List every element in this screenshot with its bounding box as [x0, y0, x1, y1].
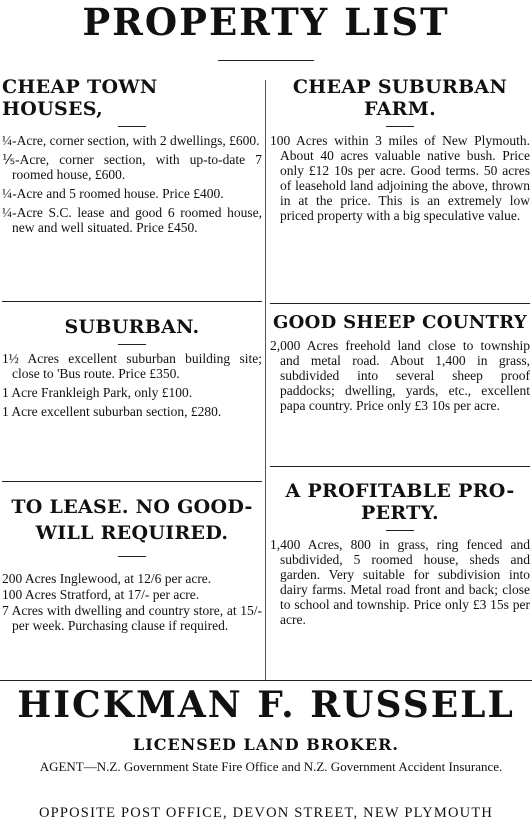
- section-heading: [270, 480, 530, 524]
- list-item: 100 Acres Stratford, at 17/- per acre.: [2, 587, 200, 602]
- page-title: PROPERTY LIST: [82, 0, 450, 44]
- section-rule: [2, 481, 262, 482]
- section-heading: GOOD SHEEP COUNTRY: [272, 312, 528, 333]
- section-text: 2,000 Acres freehold land close to township and metal road. About 1,400 in grass, subdivided into several sheep proof paddocks; dwelling, yards, etc., excellent papa country. Price only £3 10s per acre.: [270, 338, 530, 413]
- list-item: 1 Acre excellent suburban section, £280.: [2, 404, 222, 419]
- section-rule: [2, 301, 262, 302]
- list-item: 1 Acre Frankleigh Park, only £100.: [2, 385, 193, 400]
- section-heading: TO LEASE. NO GOOD-WILL REQUIRED.: [11, 496, 253, 544]
- licensed-label: LICENSED LAND BROKER.: [133, 735, 399, 754]
- short-rule: [118, 344, 146, 345]
- town-houses-section: [2, 76, 262, 239]
- short-rule: [386, 126, 414, 127]
- broker-name: HICKMAN F. RUSSELL: [17, 684, 515, 726]
- section-rule: [270, 466, 530, 467]
- list-item: ¼-Acre S.C. lease and good 6 roomed house, new and well situated. Price £450.: [2, 205, 262, 235]
- column-divider: [265, 80, 266, 680]
- section-heading: CHEAP TOWN HOUSES,: [2, 76, 158, 120]
- town-houses-list: [2, 133, 262, 235]
- list-item: ¼-Acre and 5 roomed house. Price £400.: [2, 186, 224, 201]
- section-text: 100 Acres within 3 miles of New Plymouth. About 40 acres valuable native bush. Price only £12 10s per acre. Good terms. 50 acres of leasehold land adjoining the above, thrown in at the price. This is an extremely low priced property with a big speculative value.: [270, 133, 530, 223]
- lease-list: [2, 571, 262, 633]
- suburban-list: [2, 351, 262, 419]
- profitable-section: [270, 480, 530, 627]
- sheep-country-section: [270, 312, 530, 413]
- heading-line: PERTY.: [361, 502, 439, 524]
- list-item: 7 Acres with dwelling and country store, at 15/- per week. Purchasing clause if required.: [2, 603, 262, 633]
- short-rule: [386, 530, 414, 531]
- lease-section: [2, 494, 262, 637]
- list-item: ¼-Acre, corner section, with 2 dwellings, £600.: [2, 133, 260, 148]
- section-heading: SUBURBAN.: [64, 316, 200, 338]
- short-rule: [118, 556, 146, 557]
- heading-line: A PROFITABLE PRO-: [285, 480, 515, 502]
- agent-text: AGENT—N.Z. Government State Fire Office and N.Z. Government Accident Insurance.: [39, 759, 503, 774]
- short-rule: [118, 126, 146, 127]
- list-item: 1½ Acres excellent suburban building site; close to 'Bus route. Price £350.: [2, 351, 262, 381]
- section-rule: [270, 303, 530, 304]
- address-text: OPPOSITE POST OFFICE, DEVON STREET, NEW PLYMOUTH: [38, 805, 494, 821]
- title-rule: [218, 60, 314, 61]
- suburban-farm-section: [270, 76, 530, 223]
- list-item: 200 Acres Inglewood, at 12/6 per acre.: [2, 571, 212, 586]
- section-heading: CHEAP SUBURBAN FARM.: [292, 76, 508, 120]
- section-text: 1,400 Acres, 800 in grass, ring fenced and subdivided, 5 roomed house, sheds and garden. Very suitable for subdivision into dairy farms. Metal road front and back; close to school and township. Price only £3 15s per acre.: [270, 537, 530, 627]
- list-item: ⅕-Acre, corner section, with up-to-date 7 roomed house, £600.: [2, 152, 262, 182]
- suburban-section: [2, 316, 262, 423]
- footer-rule: [0, 680, 532, 681]
